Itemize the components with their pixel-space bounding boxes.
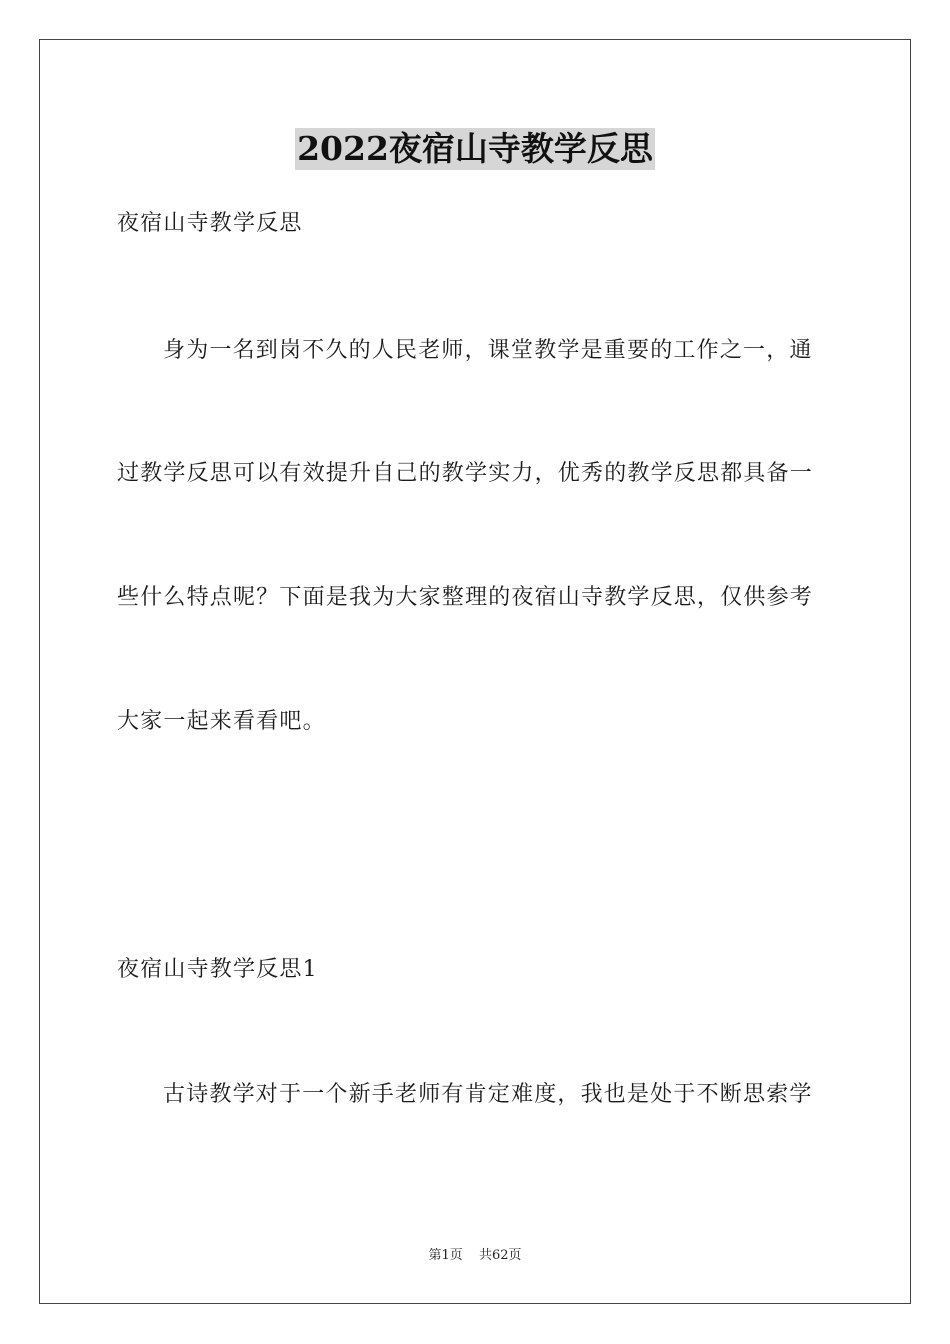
document-subtitle: 夜宿山寺教学反思 xyxy=(117,211,303,236)
section-heading: 夜宿山寺教学反思1 xyxy=(117,957,318,982)
total-pages: 共62页 xyxy=(478,1248,522,1263)
page-number: 第1页 xyxy=(428,1248,463,1263)
page-footer xyxy=(0,1247,950,1265)
paragraph-line: 大家一起来看看吧。 xyxy=(117,709,326,734)
paragraph-line: 身为一名到岗不久的人民老师，课堂教学是重要的工作之一，通 xyxy=(163,338,813,363)
paragraph-line: 过教学反思可以有效提升自己的教学实力，优秀的教学反思都具备一 xyxy=(117,461,814,486)
document-title: 2022夜宿山寺教学反思 xyxy=(297,129,653,168)
paragraph-line: 古诗教学对于一个新手老师有肯定难度，我也是处于不断思索学 xyxy=(163,1082,813,1107)
paragraph-line: 些什么特点呢？下面是我为大家整理的夜宿山寺教学反思，仅供参考 xyxy=(117,585,814,610)
title-container xyxy=(0,128,950,170)
